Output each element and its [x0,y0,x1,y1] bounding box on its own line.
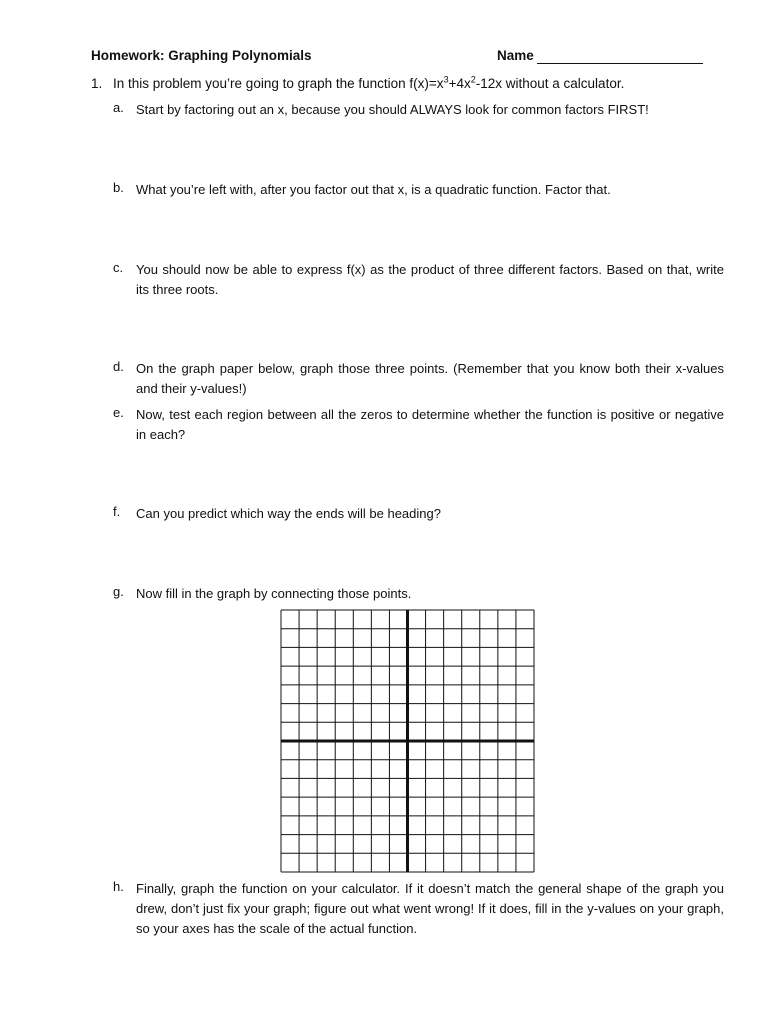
part-g-text: Now fill in the graph by connecting those points. [136,586,412,601]
name-label: Name [497,48,534,63]
part-e-letter: e. [113,405,124,420]
graph-paper [280,609,536,873]
part-d-letter: d. [113,359,124,374]
part-d-text: On the graph paper below, graph those three points. (Remember that you know both their x-values and their y-values!) [136,361,724,396]
part-f-text: Can you predict which way the ends will be heading? [136,506,441,521]
part-e-text: Now, test each region between all the zeros to determine whether the function is positive or negative in each? [136,407,724,442]
problem-intro: In this problem you’re going to graph the function $f(x)=x^3+4x^2-12x$ without a calculator. [113,74,625,91]
part-c-letter: c. [113,260,124,275]
part-a-text: Start by factoring out an x, because you should ALWAYS look for common factors FIRST! [136,102,649,117]
part-h-letter: h. [113,879,124,894]
part-a-letter: a. [113,100,124,115]
part-f-letter: f. [113,504,121,519]
part-b-text: What you’re left with, after you factor out that x, is a quadratic function. Factor that. [136,182,611,197]
part-c-text: You should now be able to express f(x) as the product of three different factors. Based on that, write its three roots. [136,262,724,297]
graph-grid [280,609,536,873]
part-h-text: Finally, graph the function on your calculator. If it doesn’t match the general shape of the graph you drew, don’t just fix your graph; figure out what went wrong! If it does, fill in the y-values on your graph, so your axes has the scale of the actual function. [136,881,724,936]
page-title: Homework: Graphing Polynomials [91,48,312,63]
problem-number: 1. [91,76,103,91]
part-g-letter: g. [113,584,124,599]
part-b-letter: b. [113,180,124,195]
name-field-line [537,63,703,64]
